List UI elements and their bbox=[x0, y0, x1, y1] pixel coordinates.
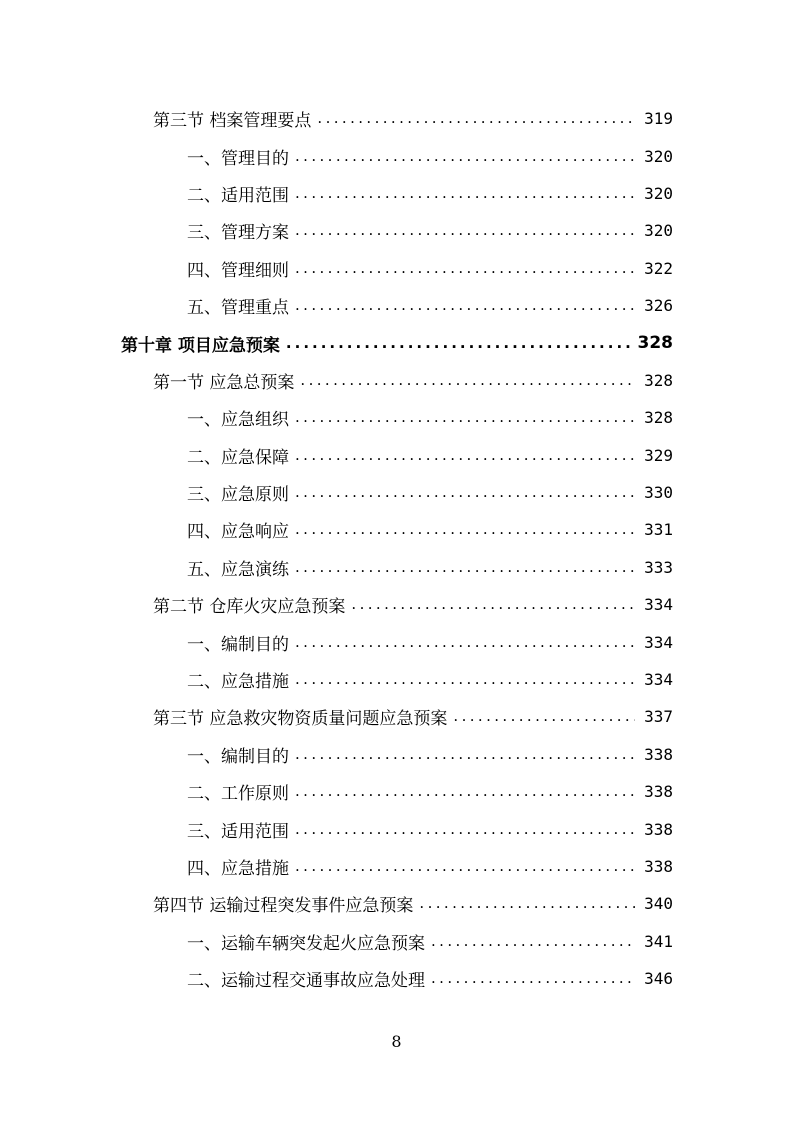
toc-entry-section[interactable] bbox=[0, 698, 793, 735]
toc-entry-title: 第十章 项目应急预案 bbox=[121, 335, 280, 356]
toc-dot-leader bbox=[295, 672, 635, 687]
toc-entry-page-number: 340 bbox=[644, 894, 673, 914]
toc-entry-page-number: 338 bbox=[644, 819, 673, 839]
toc-entry-section[interactable] bbox=[0, 586, 793, 623]
toc-entry-item[interactable] bbox=[0, 399, 793, 436]
toc-entry-page-number: 346 bbox=[644, 969, 673, 989]
toc-entry-page-number: 322 bbox=[644, 258, 673, 278]
toc-entry-page-number: 338 bbox=[644, 782, 673, 802]
toc-entry-title: 四、应急响应 bbox=[187, 522, 289, 543]
toc-entry-title: 一、编制目的 bbox=[187, 746, 289, 767]
toc-entry-title: 第三节 档案管理要点 bbox=[153, 111, 312, 132]
toc-entry-title: 一、管理目的 bbox=[187, 148, 289, 169]
toc-entry-page-number: 334 bbox=[644, 670, 673, 690]
toc-entry-item[interactable] bbox=[0, 287, 793, 324]
toc-entry-page-number: 326 bbox=[644, 296, 673, 316]
toc-entry-item[interactable] bbox=[0, 212, 793, 249]
toc-entry-page-number: 337 bbox=[644, 707, 673, 727]
toc-entry-item[interactable] bbox=[0, 549, 793, 586]
toc-entry-page-number: 341 bbox=[644, 931, 673, 951]
toc-entry-item[interactable] bbox=[0, 661, 793, 698]
toc-entry-title: 第一节 应急总预案 bbox=[153, 372, 295, 393]
toc-dot-leader bbox=[295, 560, 635, 575]
toc-entry-title: 四、管理细则 bbox=[187, 260, 289, 281]
page-number: 8 bbox=[391, 1032, 402, 1051]
toc-dot-leader bbox=[295, 410, 635, 425]
toc-entry-title: 二、运输过程交通事故应急处理 bbox=[187, 971, 425, 992]
toc-dot-leader bbox=[295, 186, 635, 201]
toc-entry-page-number: 331 bbox=[644, 520, 673, 540]
toc-entry-page-number: 320 bbox=[644, 146, 673, 166]
toc-entry-chapter[interactable] bbox=[0, 324, 793, 361]
toc-entry-item[interactable] bbox=[0, 848, 793, 885]
toc-entry-title: 一、编制目的 bbox=[187, 634, 289, 655]
toc-dot-leader bbox=[453, 709, 635, 724]
toc-entry-title: 三、适用范围 bbox=[187, 821, 289, 842]
toc-entry-item[interactable] bbox=[0, 250, 793, 287]
toc-entry-title: 二、应急保障 bbox=[187, 447, 289, 468]
toc-dot-leader bbox=[431, 934, 635, 949]
toc-dot-leader bbox=[295, 485, 635, 500]
toc-dot-leader bbox=[295, 747, 635, 762]
toc-entry-page-number: 338 bbox=[644, 744, 673, 764]
toc-entry-page-number: 330 bbox=[644, 483, 673, 503]
toc-entry-item[interactable] bbox=[0, 474, 793, 511]
toc-entry-title: 二、应急措施 bbox=[187, 672, 289, 693]
toc-entry-title: 五、管理重点 bbox=[187, 298, 289, 319]
toc-entry-title: 一、应急组织 bbox=[187, 410, 289, 431]
toc-entry-page-number: 334 bbox=[644, 595, 673, 615]
toc-entry-page-number: 320 bbox=[644, 183, 673, 203]
toc-entry-title: 第二节 仓库火灾应急预案 bbox=[153, 597, 346, 618]
toc-dot-leader bbox=[295, 149, 635, 164]
toc-entry-title: 第四节 运输过程突发事件应急预案 bbox=[153, 896, 414, 917]
toc-entry-page-number: 328 bbox=[644, 370, 673, 390]
toc-dot-leader bbox=[351, 597, 635, 612]
toc-dot-leader bbox=[286, 336, 632, 351]
toc-entry-page-number: 333 bbox=[644, 557, 673, 577]
toc-entry-page-number: 320 bbox=[644, 221, 673, 241]
toc-dot-leader bbox=[295, 298, 635, 313]
toc-entry-title: 二、工作原则 bbox=[187, 784, 289, 805]
toc-entry-item[interactable] bbox=[0, 175, 793, 212]
toc-dot-leader bbox=[317, 111, 635, 126]
toc-dot-leader bbox=[295, 223, 635, 238]
toc-entry-title: 三、管理方案 bbox=[187, 223, 289, 244]
toc-entry-page-number: 319 bbox=[644, 109, 673, 129]
toc-dot-leader bbox=[295, 822, 635, 837]
toc-dot-leader bbox=[295, 448, 635, 463]
toc-dot-leader bbox=[431, 971, 635, 986]
toc-entry-page-number: 338 bbox=[644, 857, 673, 876]
toc-entry-page-number: 334 bbox=[644, 632, 673, 652]
toc-entry-item[interactable] bbox=[0, 923, 793, 960]
toc-dot-leader bbox=[295, 261, 635, 276]
toc-entry-title: 第三节 应急救灾物资质量问题应急预案 bbox=[153, 709, 448, 730]
toc-entry-item[interactable] bbox=[0, 960, 793, 997]
toc-dot-leader bbox=[295, 859, 635, 874]
toc-entry-title: 二、适用范围 bbox=[187, 185, 289, 206]
toc-entry-section[interactable] bbox=[0, 100, 793, 137]
toc-entry-page-number: 328 bbox=[644, 408, 673, 428]
toc-dot-leader bbox=[419, 896, 635, 911]
toc-entry-title: 五、应急演练 bbox=[187, 559, 289, 580]
toc-dot-leader bbox=[295, 784, 635, 799]
toc-entry-title: 一、运输车辆突发起火应急预案 bbox=[187, 933, 425, 954]
toc-entry-item[interactable] bbox=[0, 137, 793, 174]
toc-entry-title: 三、应急原则 bbox=[187, 485, 289, 506]
toc-entry-item[interactable] bbox=[0, 511, 793, 548]
toc-entry-section[interactable] bbox=[0, 885, 793, 922]
toc-entry-page-number: 328 bbox=[637, 333, 673, 354]
toc-dot-leader bbox=[300, 373, 635, 388]
table-of-contents bbox=[0, 100, 793, 997]
toc-dot-leader bbox=[295, 522, 635, 537]
toc-entry-item[interactable] bbox=[0, 736, 793, 773]
toc-entry-item[interactable] bbox=[0, 623, 793, 660]
toc-entry-item[interactable] bbox=[0, 437, 793, 474]
toc-dot-leader bbox=[295, 635, 635, 650]
toc-entry-page-number: 329 bbox=[644, 445, 673, 465]
toc-entry-title: 四、应急措施 bbox=[187, 859, 289, 879]
toc-entry-item[interactable] bbox=[0, 810, 793, 847]
toc-entry-item[interactable] bbox=[0, 773, 793, 810]
toc-entry-section[interactable] bbox=[0, 362, 793, 399]
